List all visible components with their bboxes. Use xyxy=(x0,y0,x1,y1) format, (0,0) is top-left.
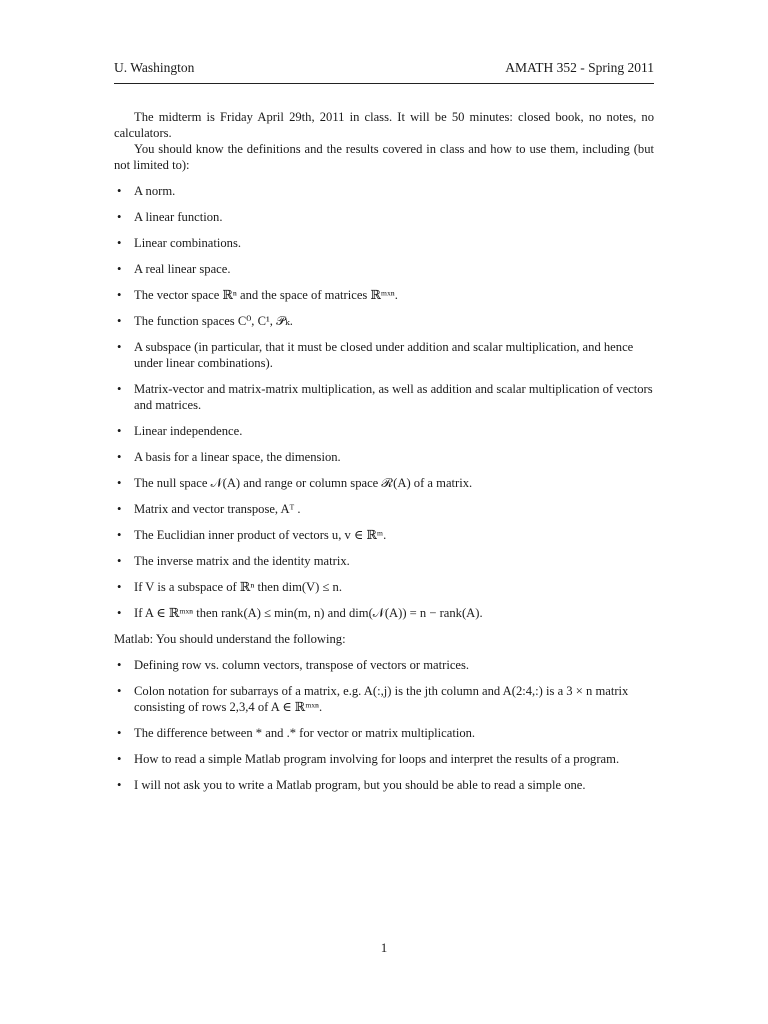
topic-text: The null space 𝒩(A) and range or column space ℛ(A) of a matrix. xyxy=(134,476,473,490)
topic-item xyxy=(114,423,654,439)
bullet-icon: • xyxy=(117,580,122,594)
topic-text: The inverse matrix and the identity matrix. xyxy=(134,554,350,568)
page-number: 1 xyxy=(380,940,388,955)
matlab-intro: Matlab: You should understand the following: xyxy=(114,632,346,646)
bullet-icon: • xyxy=(117,606,122,620)
topic-item xyxy=(114,553,654,569)
bullet-icon: • xyxy=(117,314,122,328)
bullet-icon: • xyxy=(117,554,122,568)
matlab-text: Colon notation for subarrays of a matrix, e.g. A(:,j) is the jth column and A(2:4,:) is a 3 × n matrix consisting of rows 2,3,4 of A ∈ ℝᵐˣⁿ. xyxy=(134,684,629,714)
topics-list xyxy=(114,183,654,621)
topic-item xyxy=(114,339,654,371)
topic-text: A norm. xyxy=(134,184,176,198)
topic-text: Linear combinations. xyxy=(134,236,242,250)
topic-item xyxy=(114,579,654,595)
topic-text: A subspace (in particular, that it must be closed under addition and scalar multiplication, and hence under linear combinations). xyxy=(134,340,634,370)
topic-item xyxy=(114,527,654,543)
bullet-icon: • xyxy=(117,288,122,302)
header-course: AMATH 352 - Spring 2011 xyxy=(505,60,654,75)
bullet-icon: • xyxy=(117,684,122,698)
bullet-icon: • xyxy=(117,476,122,490)
bullet-icon: • xyxy=(117,502,122,516)
topic-item xyxy=(114,313,654,329)
matlab-text: I will not ask you to write a Matlab program, but you should be able to read a simple one. xyxy=(134,778,586,792)
topic-text: If V is a subspace of ℝⁿ then dim(V) ≤ n. xyxy=(134,580,342,594)
header-institution: U. Washington xyxy=(114,60,195,75)
document-body xyxy=(114,109,654,793)
bullet-icon: • xyxy=(117,726,122,740)
bullet-icon: • xyxy=(117,778,122,792)
topic-item xyxy=(114,183,654,199)
matlab-list xyxy=(114,657,654,793)
topic-item xyxy=(114,235,654,251)
topic-text: A basis for a linear space, the dimension. xyxy=(134,450,341,464)
topic-item xyxy=(114,475,654,491)
header-rule xyxy=(114,83,654,84)
bullet-icon: • xyxy=(117,236,122,250)
matlab-text: How to read a simple Matlab program involving for loops and interpret the results of a program. xyxy=(134,752,620,766)
topic-text: Matrix and vector transpose, Aᵀ . xyxy=(134,502,301,516)
topic-text: A linear function. xyxy=(134,210,223,224)
topic-item xyxy=(114,501,654,517)
matlab-text: The difference between * and .* for vector or matrix multiplication. xyxy=(134,726,476,740)
bullet-icon: • xyxy=(117,184,122,198)
topic-text: The function spaces C⁰, C¹, 𝒫ₖ. xyxy=(134,314,293,328)
topic-item xyxy=(114,287,654,303)
topic-item xyxy=(114,381,654,413)
topic-text: If A ∈ ℝᵐˣⁿ then rank(A) ≤ min(m, n) and dim(𝒩(A)) = n − rank(A). xyxy=(134,606,483,620)
topic-text: The Euclidian inner product of vectors u, v ∈ ℝᵐ. xyxy=(134,528,387,542)
bullet-icon: • xyxy=(117,752,122,766)
matlab-item xyxy=(114,657,654,673)
topic-text: A real linear space. xyxy=(134,262,231,276)
bullet-icon: • xyxy=(117,382,122,396)
bullet-icon: • xyxy=(117,528,122,542)
topic-item xyxy=(114,261,654,277)
topic-item xyxy=(114,605,654,621)
matlab-item xyxy=(114,751,654,767)
intro-paragraph-2: You should know the definitions and the results covered in class and how to use them, including (but not limited to): xyxy=(114,142,654,172)
topic-item xyxy=(114,449,654,465)
bullet-icon: • xyxy=(117,424,122,438)
matlab-item xyxy=(114,725,654,741)
topic-text: Linear independence. xyxy=(134,424,243,438)
bullet-icon: • xyxy=(117,262,122,276)
bullet-icon: • xyxy=(117,210,122,224)
bullet-icon: • xyxy=(117,450,122,464)
matlab-item xyxy=(114,777,654,793)
topic-item xyxy=(114,209,654,225)
bullet-icon: • xyxy=(117,340,122,354)
intro-paragraph-1: The midterm is Friday April 29th, 2011 in class. It will be 50 minutes: closed book, no notes, no calculators. xyxy=(114,110,654,140)
topic-text: Matrix-vector and matrix-matrix multiplication, as well as addition and scalar multiplication of vectors and matrices. xyxy=(134,382,653,412)
bullet-icon: • xyxy=(117,658,122,672)
matlab-text: Defining row vs. column vectors, transpose of vectors or matrices. xyxy=(134,658,470,672)
matlab-item xyxy=(114,683,654,715)
topic-text: The vector space ℝⁿ and the space of matrices ℝᵐˣⁿ. xyxy=(134,288,398,302)
